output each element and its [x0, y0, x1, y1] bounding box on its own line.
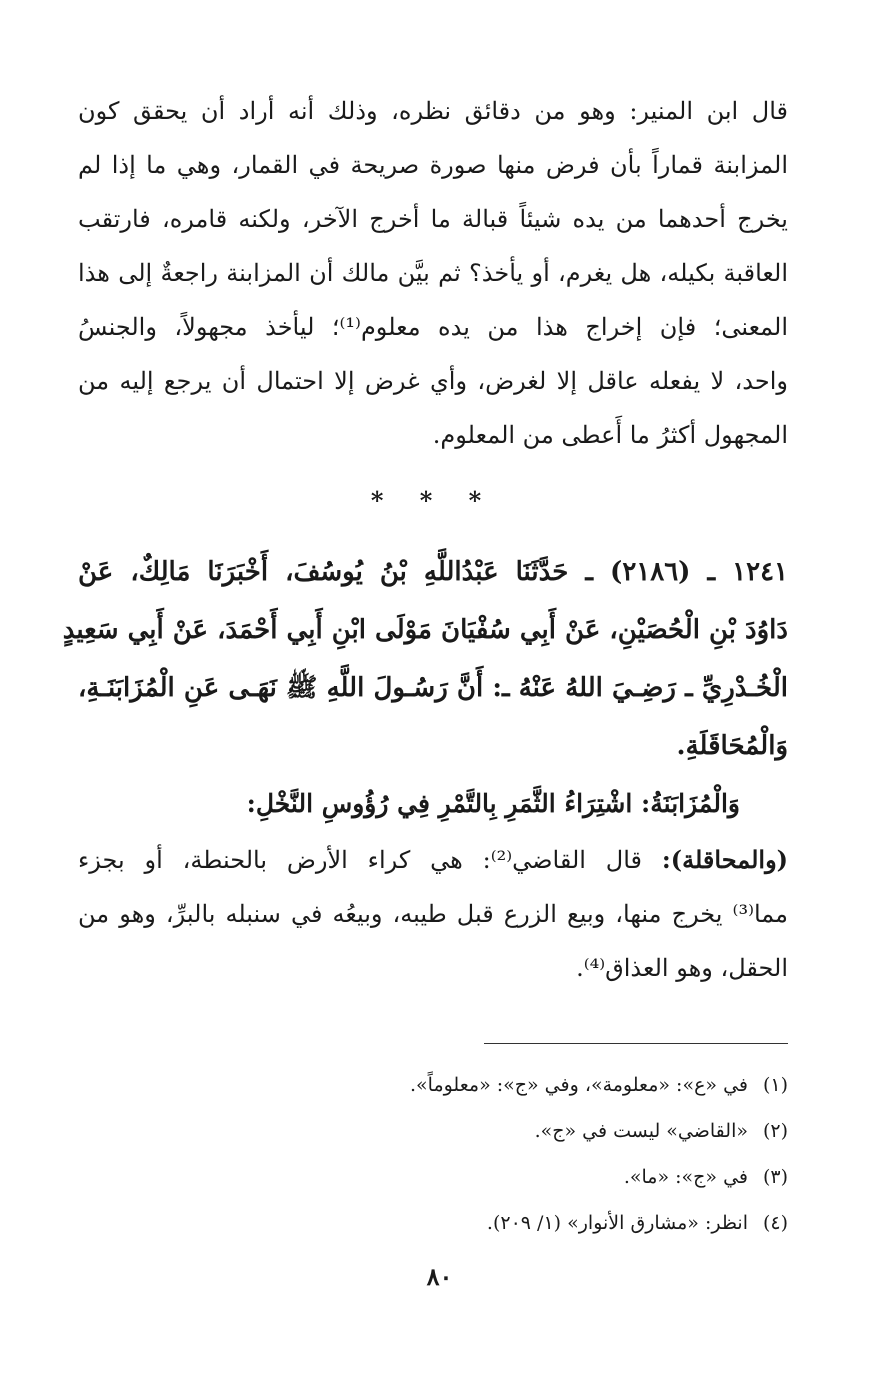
text-line: [78, 833, 788, 887]
footnote-text: في «ج»: «ما».: [623, 1166, 748, 1188]
footnote-text: انظر: «مشارق الأنوار» (١/ ٢٠٩).: [486, 1212, 748, 1234]
hadith-line: دَاوُدَ بْنِ الْحُصَيْنِ، عَنْ أَبِي سُفْيَانَ مَوْلَى ابْنِ أَبِي أَحْمَدَ، عَنْ أَبِي سَعِيدٍ: [62, 615, 788, 645]
text-line: قال ابن المنير: وهو من دقائق نظره، وذلك أنه أراد أن يحقق كون: [78, 97, 788, 125]
text-line: المجهول أكثرُ ما أَعطى من المعلوم.: [432, 421, 788, 449]
section-separator: * * *: [370, 486, 496, 515]
muzabana-definition: وَالْمُزَابَنَةُ: اشْتِرَاءُ الثَّمَرِ بِالتَّمْرِ فِي رُؤُوسِ النَّخْلِ:: [246, 789, 740, 818]
footnote-item: [410, 1200, 788, 1246]
text-line: المعنى؛ فإن إخراج هذا من يده معلوم⁽¹⁾؛ ليأخذ مجهولاً، والجنسُ: [78, 313, 788, 341]
text-line: المزابنة قماراً بأن فرض منها صورة صريحة في القمار، وهي ما إذا لم: [78, 151, 788, 179]
text-line: يخرج أحدهما من يده شيئاً قبالة ما أخرج الآخر، ولكنه قامره، فارتقب: [78, 205, 788, 233]
footnote-number: (٤): [762, 1212, 788, 1234]
text-line: واحد، لا يفعله عاقل إلا لغرض، وأي غرض إلا احتمال أن يرجع إليه من: [78, 367, 788, 395]
footnote-item: [410, 1154, 788, 1200]
text-line: الحقل، وهو العذاق⁽⁴⁾.: [576, 954, 788, 982]
footnote-text: «القاضي» ليست في «ج».: [534, 1120, 748, 1142]
hadith-line: وَالْمُحَاقَلَةِ.: [676, 731, 788, 761]
commentary-paragraph: [78, 84, 788, 462]
footnote-item: [410, 1062, 788, 1108]
term-heading: (والمحاقلة):: [661, 845, 789, 874]
footnote-number: (١): [762, 1074, 788, 1096]
hadith-line: الْخُـدْرِيِّ ـ رَضِـيَ اللهُ عَنْهُ ـ: أَنَّ رَسُـولَ اللَّهِ ﷺ نَهَـى عَنِ الْمُزَابَنَـةِ،: [78, 673, 788, 703]
footnote-item: [410, 1108, 788, 1154]
hadith-line: ١٢٤١ ـ (٢١٨٦) ـ حَدَّثَنَا عَبْدُاللَّهِ بْنُ يُوسُفَ، أَخْبَرَنَا مَالِكٌ، عَنْ: [78, 557, 788, 587]
page-body: [62, 84, 789, 995]
hadith-text: [62, 543, 788, 775]
text-line: العاقبة بكيله، هل يغرم، أو يأخذ؟ ثم بيَّن مالك أن المزابنة راجعةٌ إلى هذا: [78, 259, 788, 287]
footnotes: [410, 1062, 788, 1246]
text-line: مما⁽³⁾ يخرج منها، وبيع الزرع قبل طيبه، وبيعُه في سنبله بالبرِّ، وهو من: [78, 900, 788, 928]
page-number: ٨٠: [426, 1262, 453, 1291]
footnote-number: (٢): [762, 1120, 788, 1142]
footnote-divider: [484, 1043, 788, 1044]
footnote-number: (٣): [762, 1166, 788, 1188]
muhaqala-commentary: [78, 833, 788, 995]
footnote-text: في «ع»: «معلومة»، وفي «ج»: «معلوماً».: [409, 1074, 748, 1096]
commentary-line-text: قال القاضي⁽²⁾: هي كراء الأرض بالحنطة، أو بجزء: [78, 846, 643, 874]
